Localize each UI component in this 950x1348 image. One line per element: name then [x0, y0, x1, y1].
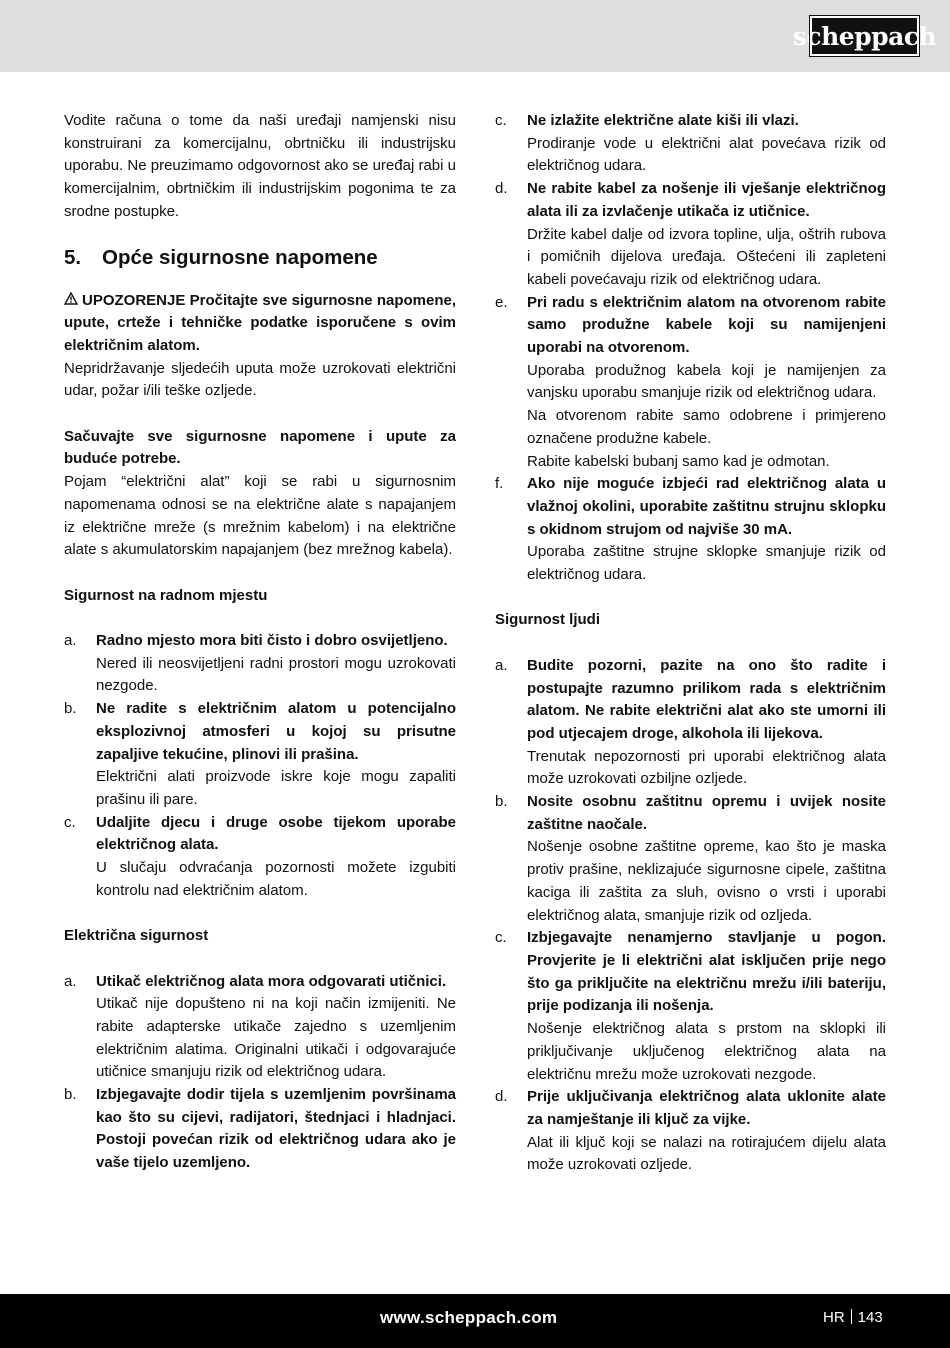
- list-item-label: e.: [495, 293, 508, 311]
- personal-safety-heading: Sigurnost ljudi: [495, 611, 600, 629]
- list-item-text: Trenutak nepozornosti pri uporabi električnog alata može uzrokovati ozbiljne ozljede.: [527, 747, 886, 788]
- website-link[interactable]: www.scheppach.com: [380, 1308, 558, 1327]
- section-heading: [64, 244, 456, 272]
- list-item-label: c.: [495, 929, 507, 947]
- list-item: [495, 927, 886, 1086]
- list-item: [64, 971, 456, 1085]
- list-item: [495, 791, 886, 927]
- list-item: [64, 698, 456, 812]
- list-item-label: d.: [495, 180, 508, 198]
- scheppach-logo: scheppach: [810, 16, 919, 56]
- list-item: [64, 812, 456, 903]
- list-item-label: a.: [495, 656, 508, 674]
- list-item-text: Rabite kabelski bubanj samo kad je odmotan.: [527, 452, 830, 470]
- list-item-label: f.: [495, 475, 504, 493]
- list-item-bold: Udaljite djecu i druge osobe tijekom uporabe električnog alata.: [96, 813, 456, 854]
- footer-bar: [0, 1294, 950, 1348]
- list-item-label: b.: [495, 793, 508, 811]
- list-item-label: a.: [64, 632, 77, 650]
- warning-bold: UPOZORENJE Pročitajte sve sigurnosne napomene, upute, crteže i tehničke podatke isporučene s ovim električnim alatom.: [64, 291, 456, 354]
- list-item-label: c.: [64, 813, 76, 831]
- page-number: 143: [857, 1309, 883, 1326]
- page-indicator: [823, 1309, 883, 1326]
- list-item-bold: Pri radu s električnim alatom na otvorenom rabite samo produžne kabele koji su namijenjeni uporabi na otvorenom.: [527, 293, 886, 357]
- list-item-text: Držite kabel dalje od izvora topline, ulja, oštrih rubova i pomičnih dijelova uređaja. Oštećeni ili zapleteni kabeli povećavaju rizik od električnog udara.: [527, 225, 886, 288]
- list-item-text: Električni alati proizvode iskre koje mogu zapaliti prašinu ili pare.: [96, 768, 456, 808]
- keep-instructions-text: Pojam “električni alat” koji se rabi u sigurnosnim napomenama odnosi se na električne alate s napajanjem iz električne mreže (s mrežnim kabelom) i na električne alate s akumulatorskim napajanjem (bez mrežnog kabela).: [64, 473, 456, 559]
- list-item-label: b.: [64, 700, 77, 718]
- intro-paragraph: Vodite računa o tome da naši uređaji namjenski nisu konstruirani za komercijalnu, obrtničku ili industrijsku uporabu. Ne preuzimamo odgovornost ako se uređaj rabi u komercijalnim, obrtničkim ili industrijskim pogonima te za srodne postupke.: [64, 112, 456, 220]
- electrical-safety-heading: Električna sigurnost: [64, 927, 209, 945]
- list-item-bold: Izbjegavajte nenamjerno stavljanje u pogon. Provjerite je li električni alat isključen prije nego što ga priključite na električnu mrežu i/ili bateriju, prije podizanja ili nošenja.: [527, 929, 886, 1015]
- warning-text: Nepridržavanje sljedećih uputa može uzrokovati električni udar, požar i/ili teške ozljede.: [64, 359, 456, 400]
- list-item-text: Nered ili neosvijetljeni radni prostori mogu uzrokovati nezgode.: [96, 654, 456, 695]
- list-item-text: U slučaju odvraćanja pozornosti možete izgubiti kontrolu nad električnim alatom.: [96, 859, 456, 899]
- list-item-text: Prodiranje vode u električni alat povećava rizik od električnog udara.: [527, 134, 886, 175]
- list-item-text: Nošenje osobne zaštitne opreme, kao što je maska protiv prašine, neklizajuće sigurnosne cipele, zaštitna kaciga ili zaštita za sluh, ovisno o vrsti i uporabi električnog alata, smanjuje rizik od ozljeda.: [527, 838, 886, 924]
- list-item-text: Uporaba produžnog kabela koji je namijenjen za vanjsku uporabu smanjuje rizik od električnog udara.: [527, 361, 886, 402]
- section-title: Opće sigurnosne napomene: [102, 245, 378, 269]
- list-item: [64, 630, 456, 698]
- list-item: [495, 1086, 886, 1177]
- language-code: HR: [823, 1309, 845, 1326]
- list-item: [495, 473, 886, 587]
- warning-paragraph: [64, 290, 456, 358]
- list-item-bold: Budite pozorni, pazite na ono što radite i postupajte razumno prilikom rada s električnim alatom. Ne rabite električni alat ako ste umorni ili pod utjecajem droge, alkohola ili lijekova.: [527, 656, 886, 742]
- list-item-bold: Ako nije moguće izbjeći rad električnog alata u vlažnoj okolini, uporabite zaštitnu strujnu sklopku s okidnom strujom od najviše 30 mA.: [527, 475, 886, 538]
- list-item-bold: Ne izlažite električne alate kiši ili vlazi.: [527, 112, 799, 129]
- keep-instructions-bold: Sačuvajte sve sigurnosne napomene i upute za buduće potrebe.: [64, 427, 456, 468]
- list-item-bold: Radno mjesto mora biti čisto i dobro osvijetljeno.: [96, 632, 448, 650]
- list-item-label: b.: [64, 1086, 77, 1104]
- list-item-text: Uporaba zaštitne strujne sklopke smanjuje rizik od električnog udara.: [527, 543, 886, 584]
- list-item-bold: Utikač električnog alata mora odgovarati utičnici.: [96, 972, 447, 990]
- header-bar: [0, 0, 950, 72]
- list-item-label: a.: [64, 972, 77, 990]
- list-item-label: c.: [495, 112, 507, 129]
- list-item-text: Utikač nije dopušteno ni na koji način izmijeniti. Ne rabite adapterske utikače zajedno s uzemljenim električnim alatima. Originalni utikači i odgovarajuće utičnice smanjuju rizik od električnog udara.: [96, 995, 456, 1081]
- list-item: [64, 1084, 456, 1175]
- list-item-label: d.: [495, 1088, 508, 1106]
- list-item-bold: Ne radite s električnim alatom u potencijalno eksplozivnoj atmosferi u kojoj su prisutne zapaljive tekućine, plinovi ili prašina.: [96, 700, 456, 763]
- list-item: [495, 178, 886, 292]
- list-item-text: Alat ili ključ koji se nalazi na rotirajućem dijelu alata može uzrokovati ozljede.: [527, 1133, 886, 1174]
- list-item-bold: Nosite osobnu zaštitnu opremu i uvijek nosite zaštitne naočale.: [527, 793, 886, 833]
- list-item-bold: Ne rabite kabel za nošenje ili vješanje električnog alata ili za izvlačenje utikača iz utičnice.: [527, 180, 886, 220]
- left-column: [64, 110, 456, 1175]
- workplace-safety-heading: Sigurnost na radnom mjestu: [64, 586, 268, 604]
- list-item: [495, 110, 886, 178]
- list-item-bold: Prije uključivanja električnog alata uklonite alate za namještanje ili ključ za vijke.: [527, 1088, 886, 1128]
- right-column: [495, 110, 886, 1177]
- list-item-bold: Izbjegavajte dodir tijela s uzemljenim površinama kao što su cijevi, radijatori, štednjaci i hladnjaci. Postoji povećan rizik od električnog udara ako je vaše tijelo uzemljeno.: [96, 1086, 456, 1172]
- list-item: [495, 655, 886, 791]
- page-separator: [851, 1309, 852, 1324]
- section-number: 5.: [64, 245, 82, 269]
- list-item: [495, 292, 886, 474]
- warning-triangle-icon: [64, 290, 78, 313]
- list-item-text: Nošenje električnog alata s prstom na sklopki ili priključivanje uključenog električnog alata na električnu mrežu može uzrokovati nezgode.: [527, 1020, 886, 1083]
- list-item-text: Na otvorenom rabite samo odobrene i primjereno označene produžne kabele.: [527, 407, 886, 447]
